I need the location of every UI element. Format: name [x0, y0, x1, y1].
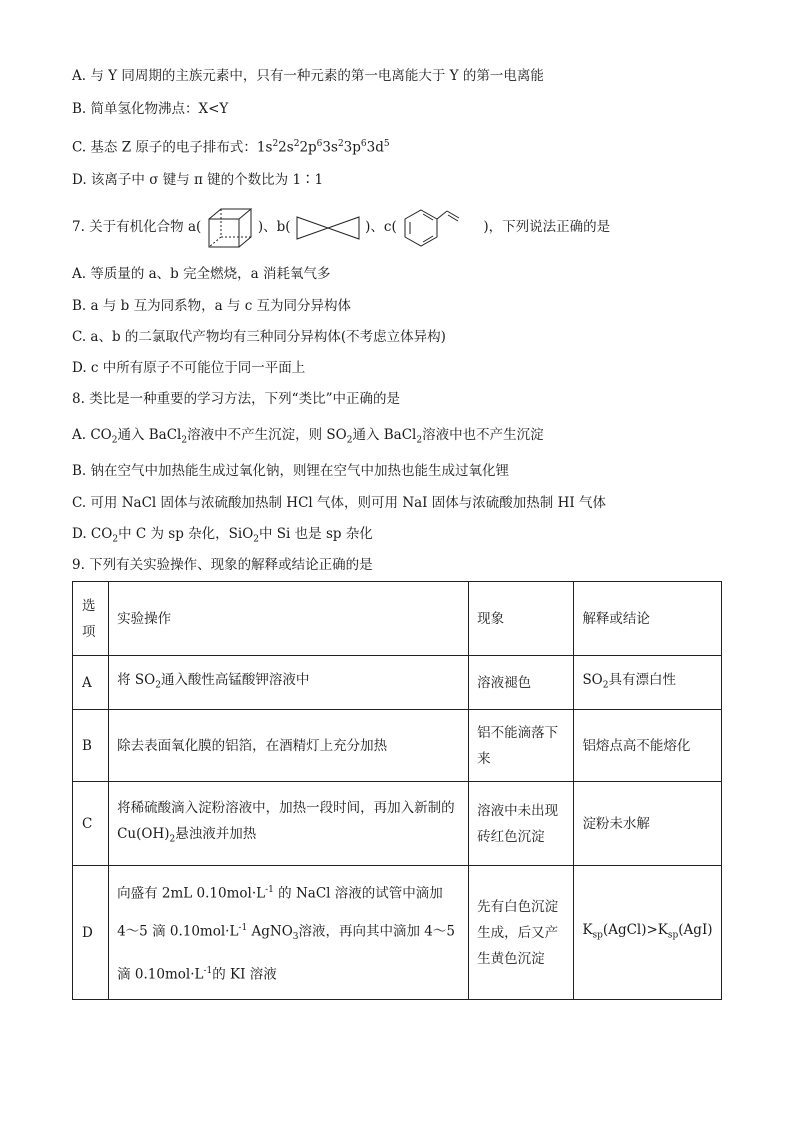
explanation-cell: $SO_2$具有漂白性 — [574, 656, 722, 710]
q6-option-d: D. 该离子中 σ 键与 π 键的个数比为 1∶1 — [72, 172, 324, 188]
header-phenomenon: 现象 — [469, 582, 574, 656]
header-option: 选项 — [73, 582, 109, 656]
row-label: C — [73, 782, 109, 866]
q7-stem: 7. 关于有机化合物 a( )、b( )、c( )，下列说法正确的是 — [72, 204, 610, 250]
header-explanation: 解释或结论 — [574, 582, 722, 656]
q8-option-b: B. 钠在空气中加热能生成过氧化钠，则锂在空气中加热也能生成过氧化锂 — [72, 463, 510, 479]
row-label: D — [73, 866, 109, 1000]
q6-option-b: B. 简单氢化物沸点：X<Y — [72, 101, 229, 117]
q7-option-d: D. c 中所有原子不可能位于同一平面上 — [72, 360, 306, 376]
cubane-structure — [206, 206, 254, 250]
q6-option-a: A. 与 Y 同周期的主族元素中，只有一种元素的第一电离能大于 Y 的第一电离能 — [72, 68, 544, 84]
phenomenon-cell: 先有白色沉淀生成，后又产生黄色沉淀 — [469, 866, 574, 1000]
operation-cell: 除去表面氧化膜的铝箔，在酒精灯上充分加热 — [109, 710, 469, 782]
row-label: B — [73, 710, 109, 782]
table-row — [73, 656, 722, 710]
q8-option-a: A. $CO_2$通入 BaCl$_2$溶液中不产生沉淀，则 $SO_2$通入 BaCl$_2$溶液中也不产生沉淀 — [72, 427, 544, 446]
header-operation: 实验操作 — [109, 582, 469, 656]
q8-option-d: D. $CO_2$中 C 为 sp 杂化，SiO$_2$中 Si 也是 sp 杂化 — [72, 526, 373, 545]
phenomenon-cell: 铝不能滴落下来 — [469, 710, 574, 782]
bicyclic-structure — [295, 213, 361, 243]
explanation-cell: 淀粉未水解 — [574, 782, 722, 866]
q7-option-b: B. a 与 b 互为同系物，a 与 c 互为同分异构体 — [72, 298, 352, 314]
explanation-cell: $K_{sp}(AgCl)>K_{sp}(AgI)$ — [574, 866, 722, 1000]
operation-cell: 将 $SO_2$通入酸性高锰酸钾溶液中 — [109, 656, 469, 710]
q9-table — [72, 581, 722, 1000]
table-row — [73, 782, 722, 866]
operation-cell: 将稀硫酸滴入淀粉溶液中，加热一段时间，再加入新制的 $Cu(OH)_2$悬浊液并加热 — [109, 782, 469, 866]
styrene-structure — [401, 206, 479, 250]
q8-stem: 8. 类比是一种重要的学习方法，下列“类比”中正确的是 — [72, 391, 400, 407]
row-label: A — [73, 656, 109, 710]
operation-cell: 向盛有 2mL $0.10mol\cdot L^{-1}$ 的 NaCl 溶液的试管中滴加 4～5 滴 $0.10mol\cdot L^{-1}$ AgNO$_3$溶液，再向其中滴加 4～5 滴 $0.10mol\cdot L^{-1}$的 KI 溶液 — [109, 866, 469, 1000]
q7-option-a: A. 等质量的 a、b 完全燃烧，a 消耗氧气多 — [72, 266, 331, 282]
phenomenon-cell: 溶液中未出现砖红色沉淀 — [469, 782, 574, 866]
q7-option-c: C. a、b 的二氯取代产物均有三种同分异构体(不考虑立体异构) — [72, 329, 446, 345]
q8-option-c: C. 可用 NaCl 固体与浓硫酸加热制 HCl 气体，则可用 NaI 固体与浓硫酸加热制 HI 气体 — [72, 495, 606, 511]
table-row — [73, 866, 722, 1000]
q6-option-c: C. 基态 Z 原子的电子排布式：$1s^22s^22p^63s^23p^63d^5$ — [72, 139, 390, 156]
explanation-cell: 铝熔点高不能熔化 — [574, 710, 722, 782]
table-header-row — [73, 582, 722, 656]
phenomenon-cell: 溶液褪色 — [469, 656, 574, 710]
table-row — [73, 710, 722, 782]
q9-stem: 9. 下列有关实验操作、现象的解释或结论正确的是 — [72, 557, 373, 573]
